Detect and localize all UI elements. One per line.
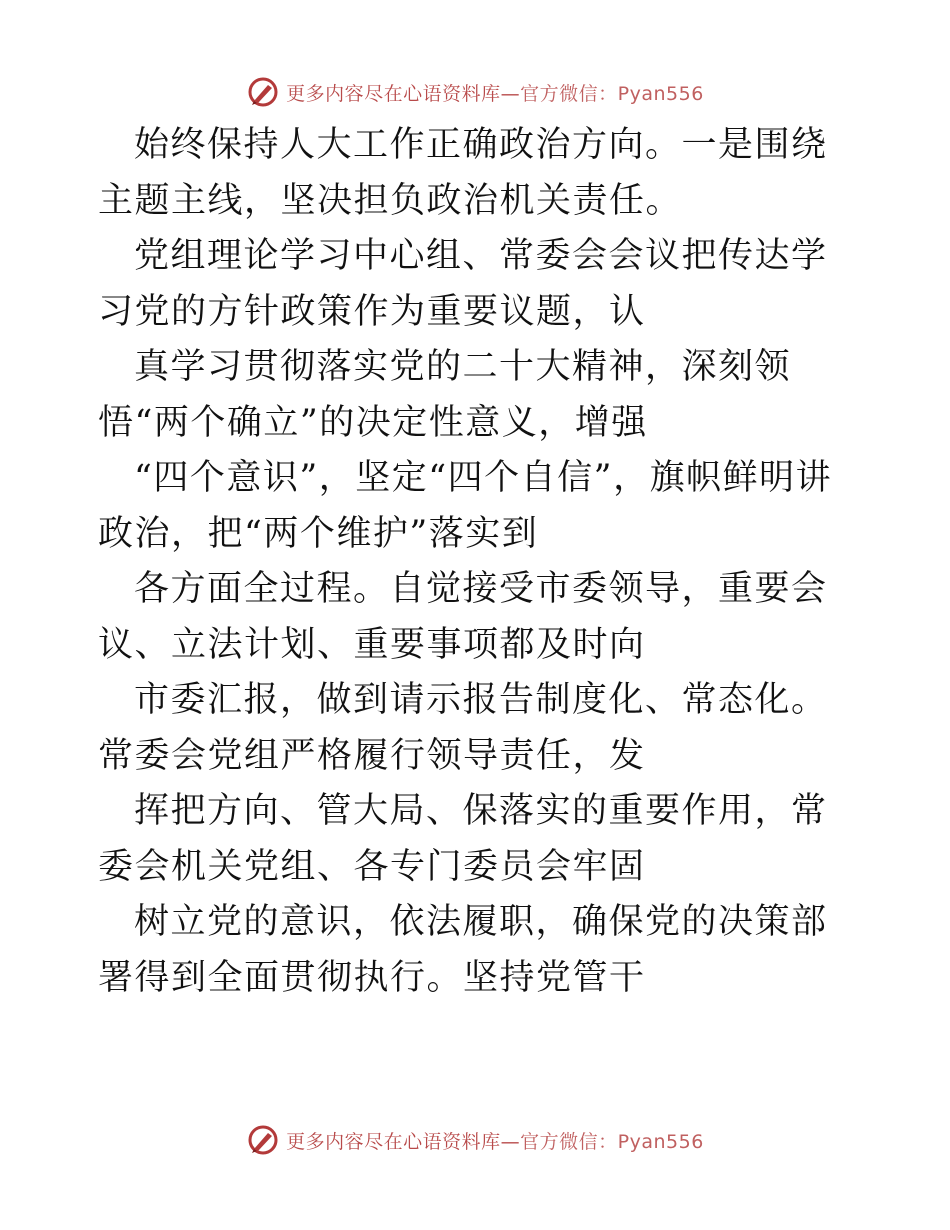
banner-library-text: 更多内容尽在心语资料库— — [286, 1130, 521, 1153]
footer-watermark-banner — [0, 1120, 950, 1160]
pen-logo-icon — [246, 1123, 280, 1157]
document-body — [98, 118, 858, 1006]
paragraph: 真学习贯彻落实党的二十大精神，深刻领悟“两个确立”的决定性意义，增强 — [98, 347, 792, 443]
pen-logo-icon — [246, 75, 280, 109]
paragraph: 党组理论学习中心组、常委会会议把传达学习党的方针政策作为重要议题，认 — [98, 236, 828, 332]
paragraph: 市委汇报，做到请示报告制度化、常态化。常委会党组严格履行领导责任，发 — [98, 680, 828, 776]
banner-text — [286, 1127, 704, 1154]
header-watermark-banner — [0, 72, 950, 112]
paragraph: 树立党的意识，依法履职，确保党的决策部署得到全面贯彻执行。坚持党管干 — [98, 902, 828, 998]
banner-wechat-text: 官方微信：Pyan556 — [520, 1130, 704, 1153]
paragraph: 始终保持人大工作正确政治方向。一是围绕主题主线，坚决担负政治机关责任。 — [98, 125, 828, 221]
banner-text — [286, 79, 704, 106]
paragraph: 各方面全过程。自觉接受市委领导，重要会议、立法计划、重要事项都及时向 — [98, 569, 828, 665]
paragraph: “四个意识”，坚定“四个自信”，旗帜鲜明讲政治，把“两个维护”落实到 — [98, 458, 833, 554]
banner-library-text: 更多内容尽在心语资料库— — [286, 82, 521, 105]
paragraph: 挥把方向、管大局、保落实的重要作用，常委会机关党组、各专门委员会牢固 — [98, 791, 828, 887]
banner-wechat-text: 官方微信：Pyan556 — [520, 82, 704, 105]
